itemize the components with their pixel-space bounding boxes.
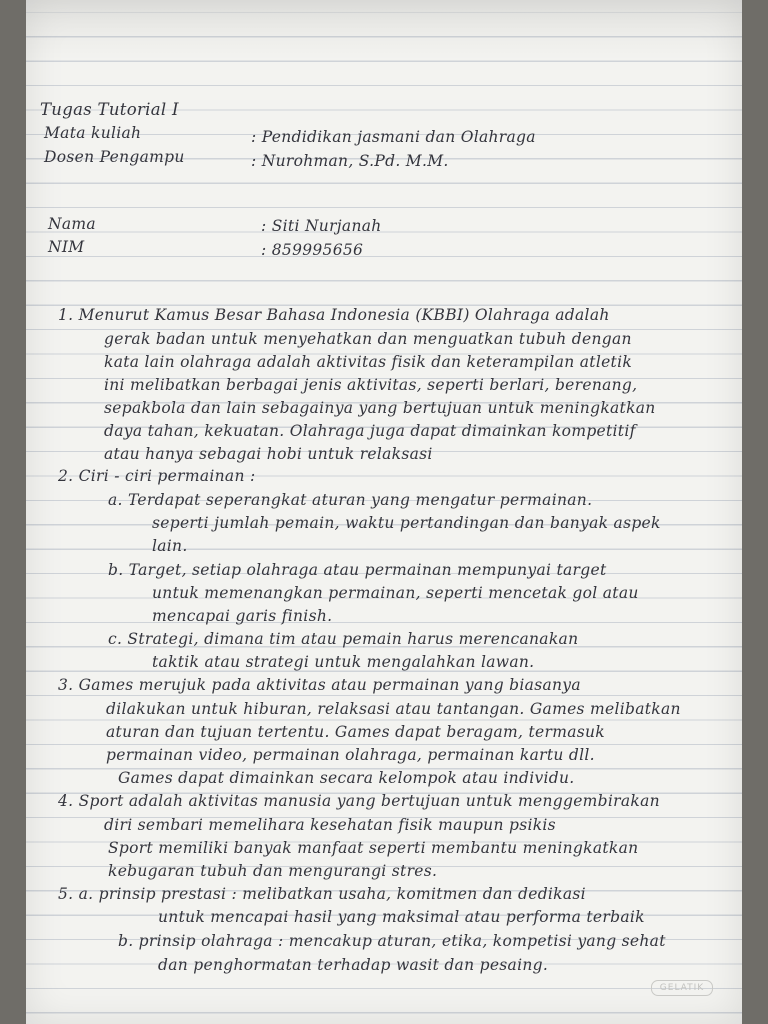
name-label: Nama [48, 215, 96, 233]
course-label: Mata kuliah [44, 124, 142, 142]
answer-line: daya tahan, kekuatan. Olahraga juga dapat dimainkan kompetitif [104, 422, 636, 440]
answer-line: 3. Games merujuk pada aktivitas atau permainan yang biasanya [58, 676, 581, 694]
answer-line: lain. [152, 537, 188, 555]
answer-line: sepakbola dan lain sebagainya yang bertujuan untuk meningkatkan [104, 399, 656, 417]
answer-line: Sport memiliki banyak manfaat seperti membantu meningkatkan [108, 839, 639, 857]
answer-line: taktik atau strategi untuk mengalahkan lawan. [152, 653, 535, 671]
answer-line: atau hanya sebagai hobi untuk relaksasi [104, 445, 433, 463]
lecturer-label: Dosen Pengampu [44, 148, 185, 166]
nim-label: NIM [48, 238, 85, 256]
paper-brand-watermark: GELATIK [651, 980, 713, 996]
answer-line: untuk mencapai hasil yang maksimal atau performa terbaik [158, 908, 645, 926]
answer-line: b. Target, setiap olahraga atau permainan mempunyai target [108, 561, 607, 579]
answer-line: aturan dan tujuan tertentu. Games dapat beragam, termasuk [106, 723, 605, 741]
answer-line: dan penghormatan terhadap wasit dan pesaing. [158, 956, 549, 974]
answer-line: mencapai garis finish. [152, 607, 333, 625]
answer-line: kata lain olahraga adalah aktivitas fisik dan keterampilan atletik [104, 353, 633, 371]
answer-line: dilakukan untuk hiburan, relaksasi atau tantangan. Games melibatkan [106, 700, 681, 718]
name-value: : Siti Nurjanah [261, 217, 382, 235]
answer-line: permainan video, permainan olahraga, permainan kartu dll. [106, 746, 595, 764]
answer-line: b. prinsip olahraga : mencakup aturan, etika, kompetisi yang sehat [118, 932, 666, 950]
answer-line: seperti jumlah pemain, waktu pertandingan dan banyak aspek [152, 514, 661, 532]
answer-line: 1. Menurut Kamus Besar Bahasa Indonesia (KBBI) Olahraga adalah [58, 306, 610, 324]
answer-line: kebugaran tubuh dan mengurangi stres. [108, 862, 438, 880]
nim-value: : 859995656 [261, 241, 364, 259]
assignment-title: Tugas Tutorial I [40, 100, 179, 119]
answer-line: Games dapat dimainkan secara kelompok atau individu. [118, 769, 575, 787]
answer-line: c. Strategi, dimana tim atau pemain harus merencanakan [108, 630, 579, 648]
answer-line: 4. Sport adalah aktivitas manusia yang bertujuan untuk menggembirakan [58, 792, 660, 810]
notebook-page [26, 0, 742, 1024]
answer-line: diri sembari memelihara kesehatan fisik maupun psikis [104, 816, 556, 834]
answer-line: ini melibatkan berbagai jenis aktivitas, seperti berlari, berenang, [104, 376, 638, 394]
lecturer-value: : Nurohman, S.Pd. M.M. [251, 152, 449, 170]
answer-line: gerak badan untuk menyehatkan dan menguatkan tubuh dengan [104, 330, 632, 348]
answer-line: 2. Ciri - ciri permainan : [58, 467, 256, 485]
course-value: : Pendidikan jasmani dan Olahraga [251, 128, 536, 146]
answer-line: untuk memenangkan permainan, seperti mencetak gol atau [152, 584, 639, 602]
answer-line: 5. a. prinsip prestasi : melibatkan usaha, komitmen dan dedikasi [58, 885, 586, 903]
answer-line: a. Terdapat seperangkat aturan yang mengatur permainan. [108, 491, 593, 509]
page-shadow [26, 0, 742, 60]
